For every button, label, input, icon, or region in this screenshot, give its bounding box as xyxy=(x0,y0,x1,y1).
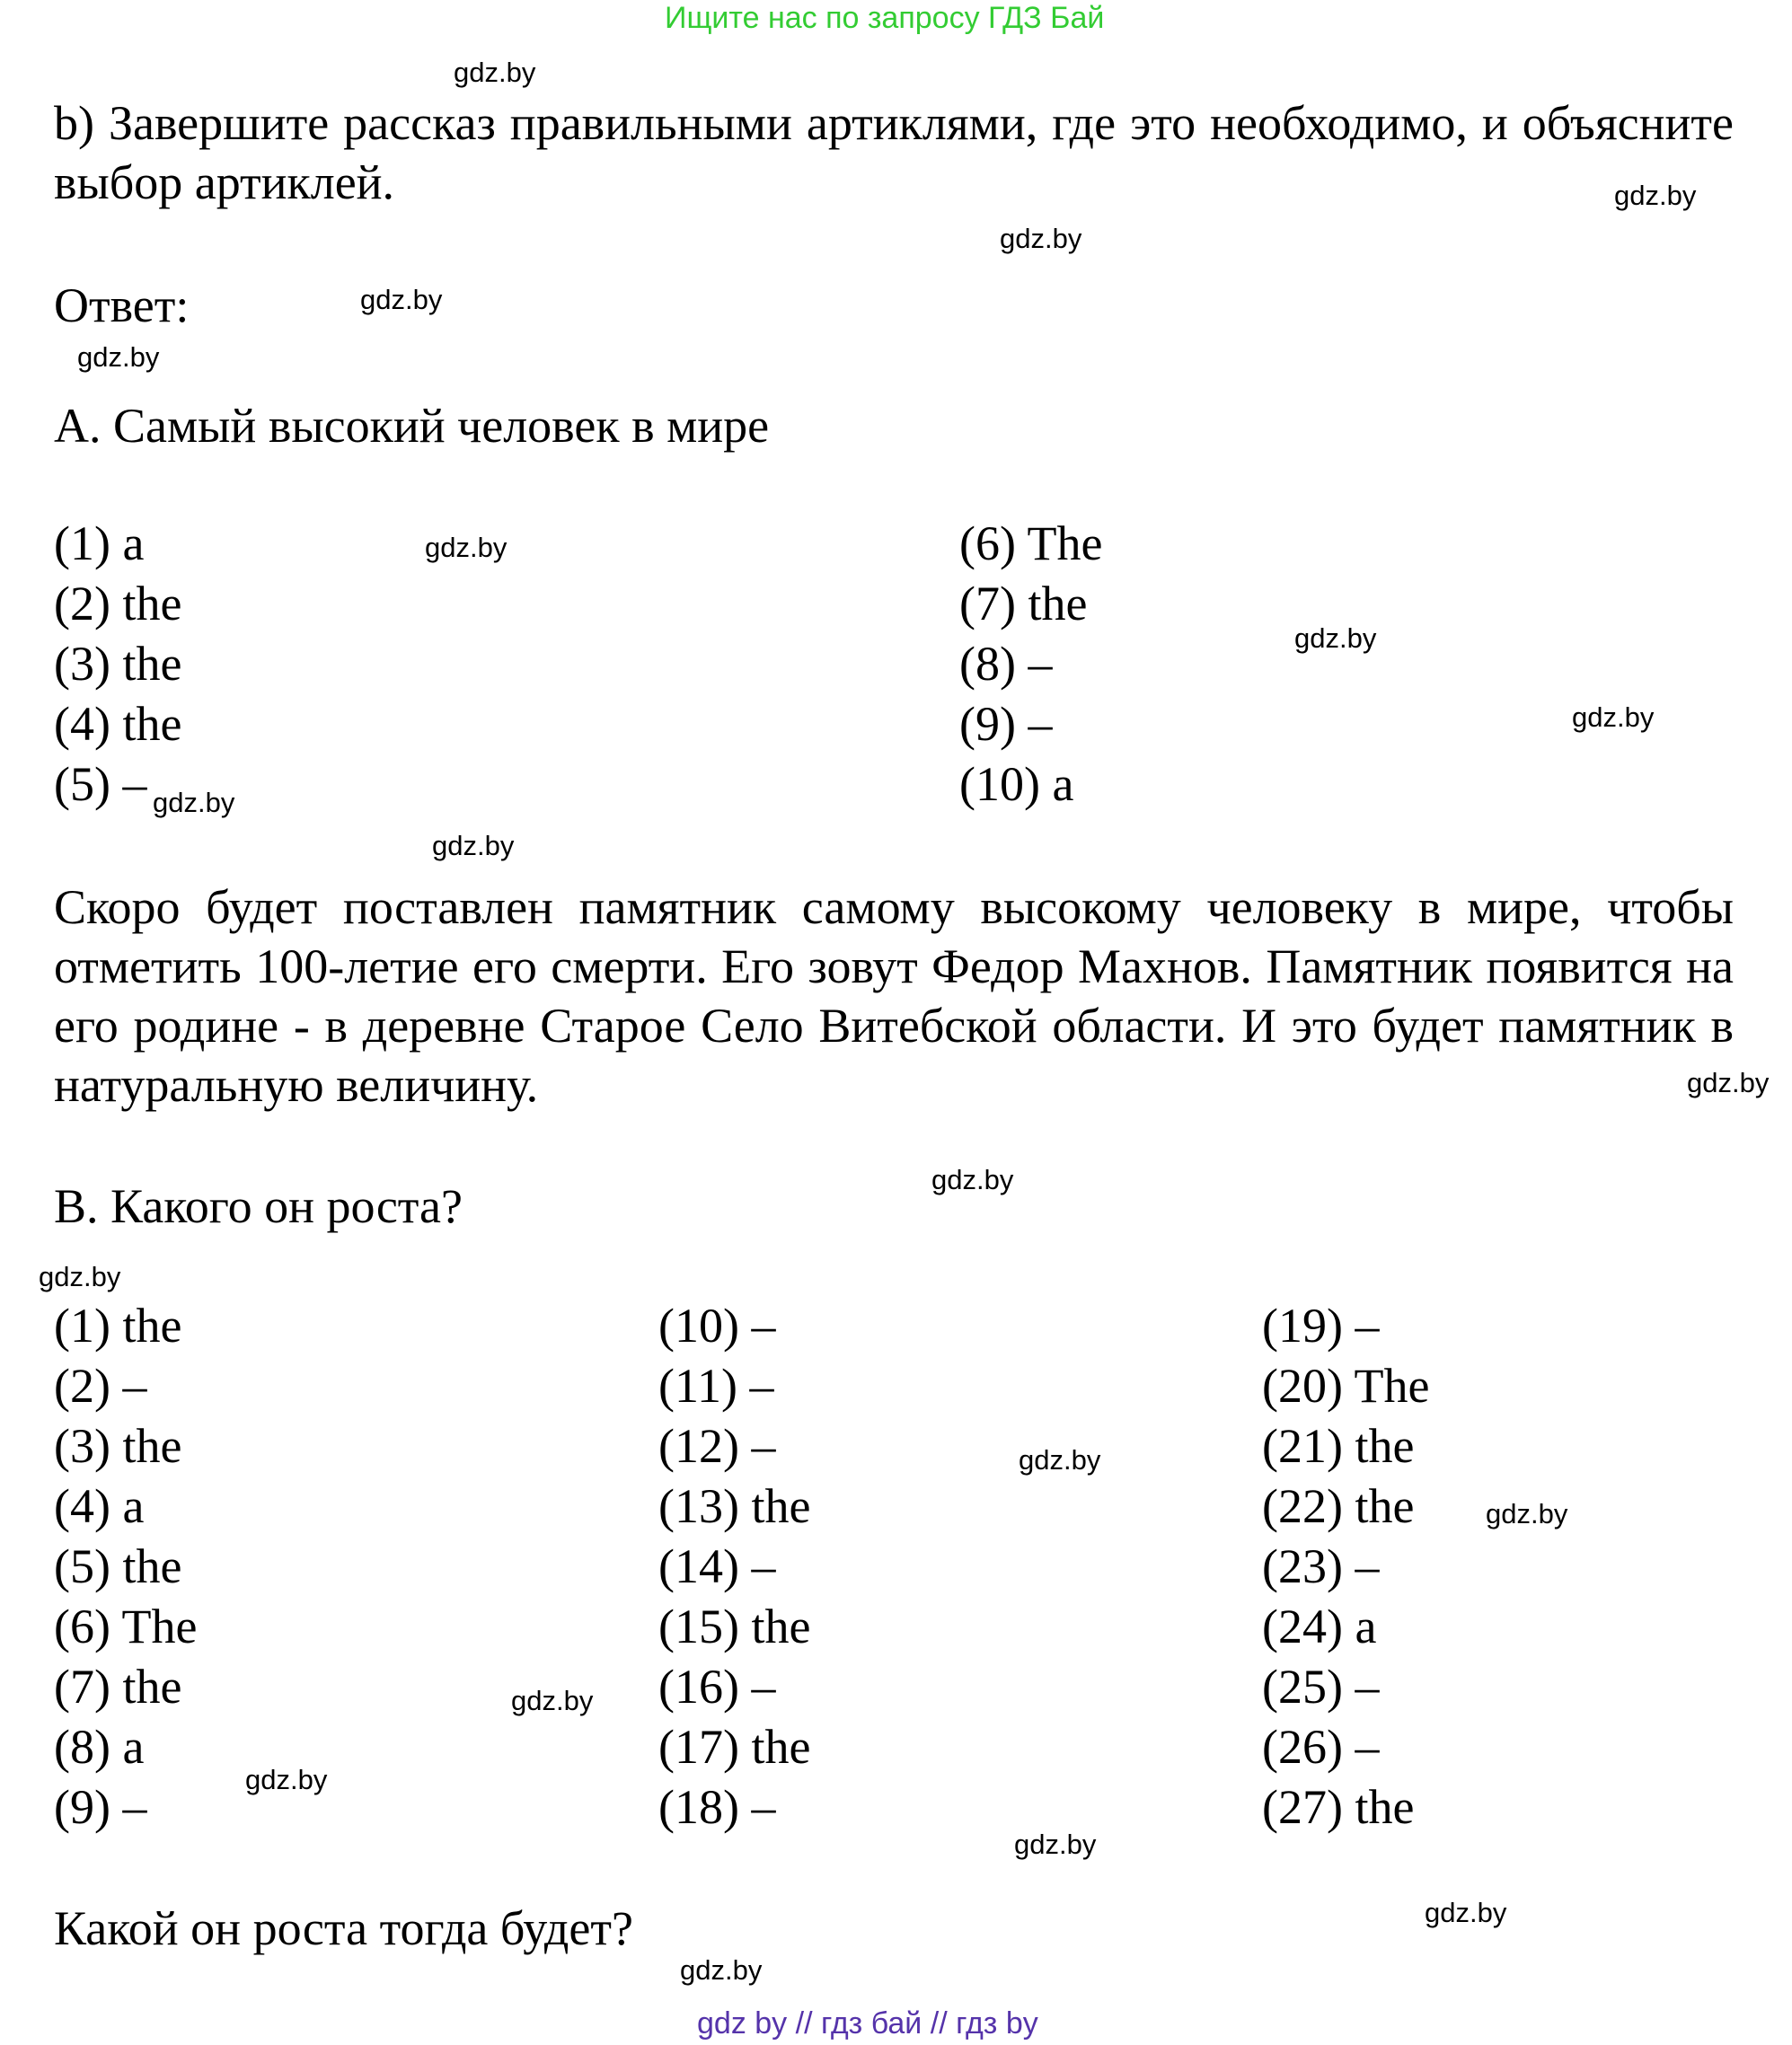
answer-item: (2) the xyxy=(54,577,182,630)
answer-item: (9) – xyxy=(959,697,1053,751)
footer-links[interactable]: gdz by // гдз бай // гдз by xyxy=(697,2006,1038,2041)
watermark: gdz.by xyxy=(1687,1067,1770,1098)
search-banner[interactable]: Ищите нас по запросу ГДЗ Бай xyxy=(665,1,1105,35)
watermark: gdz.by xyxy=(1425,1897,1507,1928)
watermark: gdz.by xyxy=(1000,223,1082,254)
answer-item: (20) The xyxy=(1262,1359,1430,1413)
section-b-title: B. Какого он роста? xyxy=(54,1179,463,1233)
answer-item: (7) the xyxy=(54,1660,182,1714)
answer-item: (3) the xyxy=(54,637,182,691)
watermark: gdz.by xyxy=(1572,701,1655,733)
watermark: gdz.by xyxy=(931,1164,1014,1195)
watermark: gdz.by xyxy=(1019,1444,1101,1476)
answer-item: (9) – xyxy=(54,1780,147,1834)
watermark: gdz.by xyxy=(1486,1498,1568,1529)
section-b-column-2 xyxy=(658,1296,810,1838)
answer-item: (7) the xyxy=(959,577,1088,630)
task-instruction: b) Завершите рассказ правильными артиклями, где это необходимо, и объясните выбор артиклей. xyxy=(54,96,1734,209)
answer-item: (21) the xyxy=(1262,1419,1415,1473)
answer-label: Ответ: xyxy=(54,278,190,332)
section-a-column-1 xyxy=(54,514,181,815)
answer-item: (13) the xyxy=(658,1479,811,1533)
watermark: gdz.by xyxy=(432,830,515,861)
answer-item: (8) – xyxy=(959,637,1053,691)
answer-item: (19) – xyxy=(1262,1299,1380,1353)
section-a-paragraph: Скоро будет поставлен памятник самому высокому человеку в мире, чтобы отметить 100-летие его смерти. Его зовут Федор Махнов. Памятник появится на его родине - в деревне Старое Село Витебской области. И это будет памятник в натуральную величину. xyxy=(54,880,1734,1112)
watermark: gdz.by xyxy=(153,787,235,818)
watermark: gdz.by xyxy=(245,1764,328,1795)
answer-item: (12) – xyxy=(658,1419,776,1473)
answer-item: (5) – xyxy=(54,757,147,811)
watermark: gdz.by xyxy=(1614,180,1697,211)
answer-item: (15) the xyxy=(658,1600,811,1653)
answer-item: (27) the xyxy=(1262,1780,1415,1834)
answer-item: (3) the xyxy=(54,1419,182,1473)
watermark: gdz.by xyxy=(454,57,536,88)
watermark: gdz.by xyxy=(425,532,508,563)
watermark: gdz.by xyxy=(680,1954,763,1986)
watermark: gdz.by xyxy=(77,341,160,373)
answer-item: (17) the xyxy=(658,1720,811,1774)
answer-item: (1) a xyxy=(54,516,145,570)
answer-item: (24) a xyxy=(1262,1600,1377,1653)
answer-item: (18) – xyxy=(658,1780,776,1834)
closing-question: Какой он роста тогда будет? xyxy=(54,1901,633,1955)
answer-item: (26) – xyxy=(1262,1720,1380,1774)
answer-item: (11) – xyxy=(658,1359,774,1413)
answer-item: (10) a xyxy=(959,757,1074,811)
answer-item: (5) the xyxy=(54,1539,182,1593)
answer-item: (1) the xyxy=(54,1299,182,1353)
answer-item: (8) a xyxy=(54,1720,145,1774)
section-b-column-1 xyxy=(54,1296,197,1838)
answer-item: (2) – xyxy=(54,1359,147,1413)
answer-item: (4) the xyxy=(54,697,182,751)
section-a-title: A. Самый высокий человек в мире xyxy=(54,399,770,453)
answer-item: (4) a xyxy=(54,1479,145,1533)
watermark: gdz.by xyxy=(39,1261,121,1292)
answer-item: (6) The xyxy=(959,516,1103,570)
answer-item: (22) the xyxy=(1262,1479,1415,1533)
section-b-column-3 xyxy=(1262,1296,1429,1838)
answer-item: (6) The xyxy=(54,1600,198,1653)
section-a-column-2 xyxy=(959,514,1102,815)
watermark: gdz.by xyxy=(360,284,443,315)
watermark: gdz.by xyxy=(511,1685,594,1716)
watermark: gdz.by xyxy=(1014,1829,1097,1860)
answer-item: (23) – xyxy=(1262,1539,1380,1593)
answer-item: (10) – xyxy=(658,1299,776,1353)
answer-item: (16) – xyxy=(658,1660,776,1714)
answer-item: (14) – xyxy=(658,1539,776,1593)
watermark: gdz.by xyxy=(1294,622,1377,654)
answer-item: (25) – xyxy=(1262,1660,1380,1714)
